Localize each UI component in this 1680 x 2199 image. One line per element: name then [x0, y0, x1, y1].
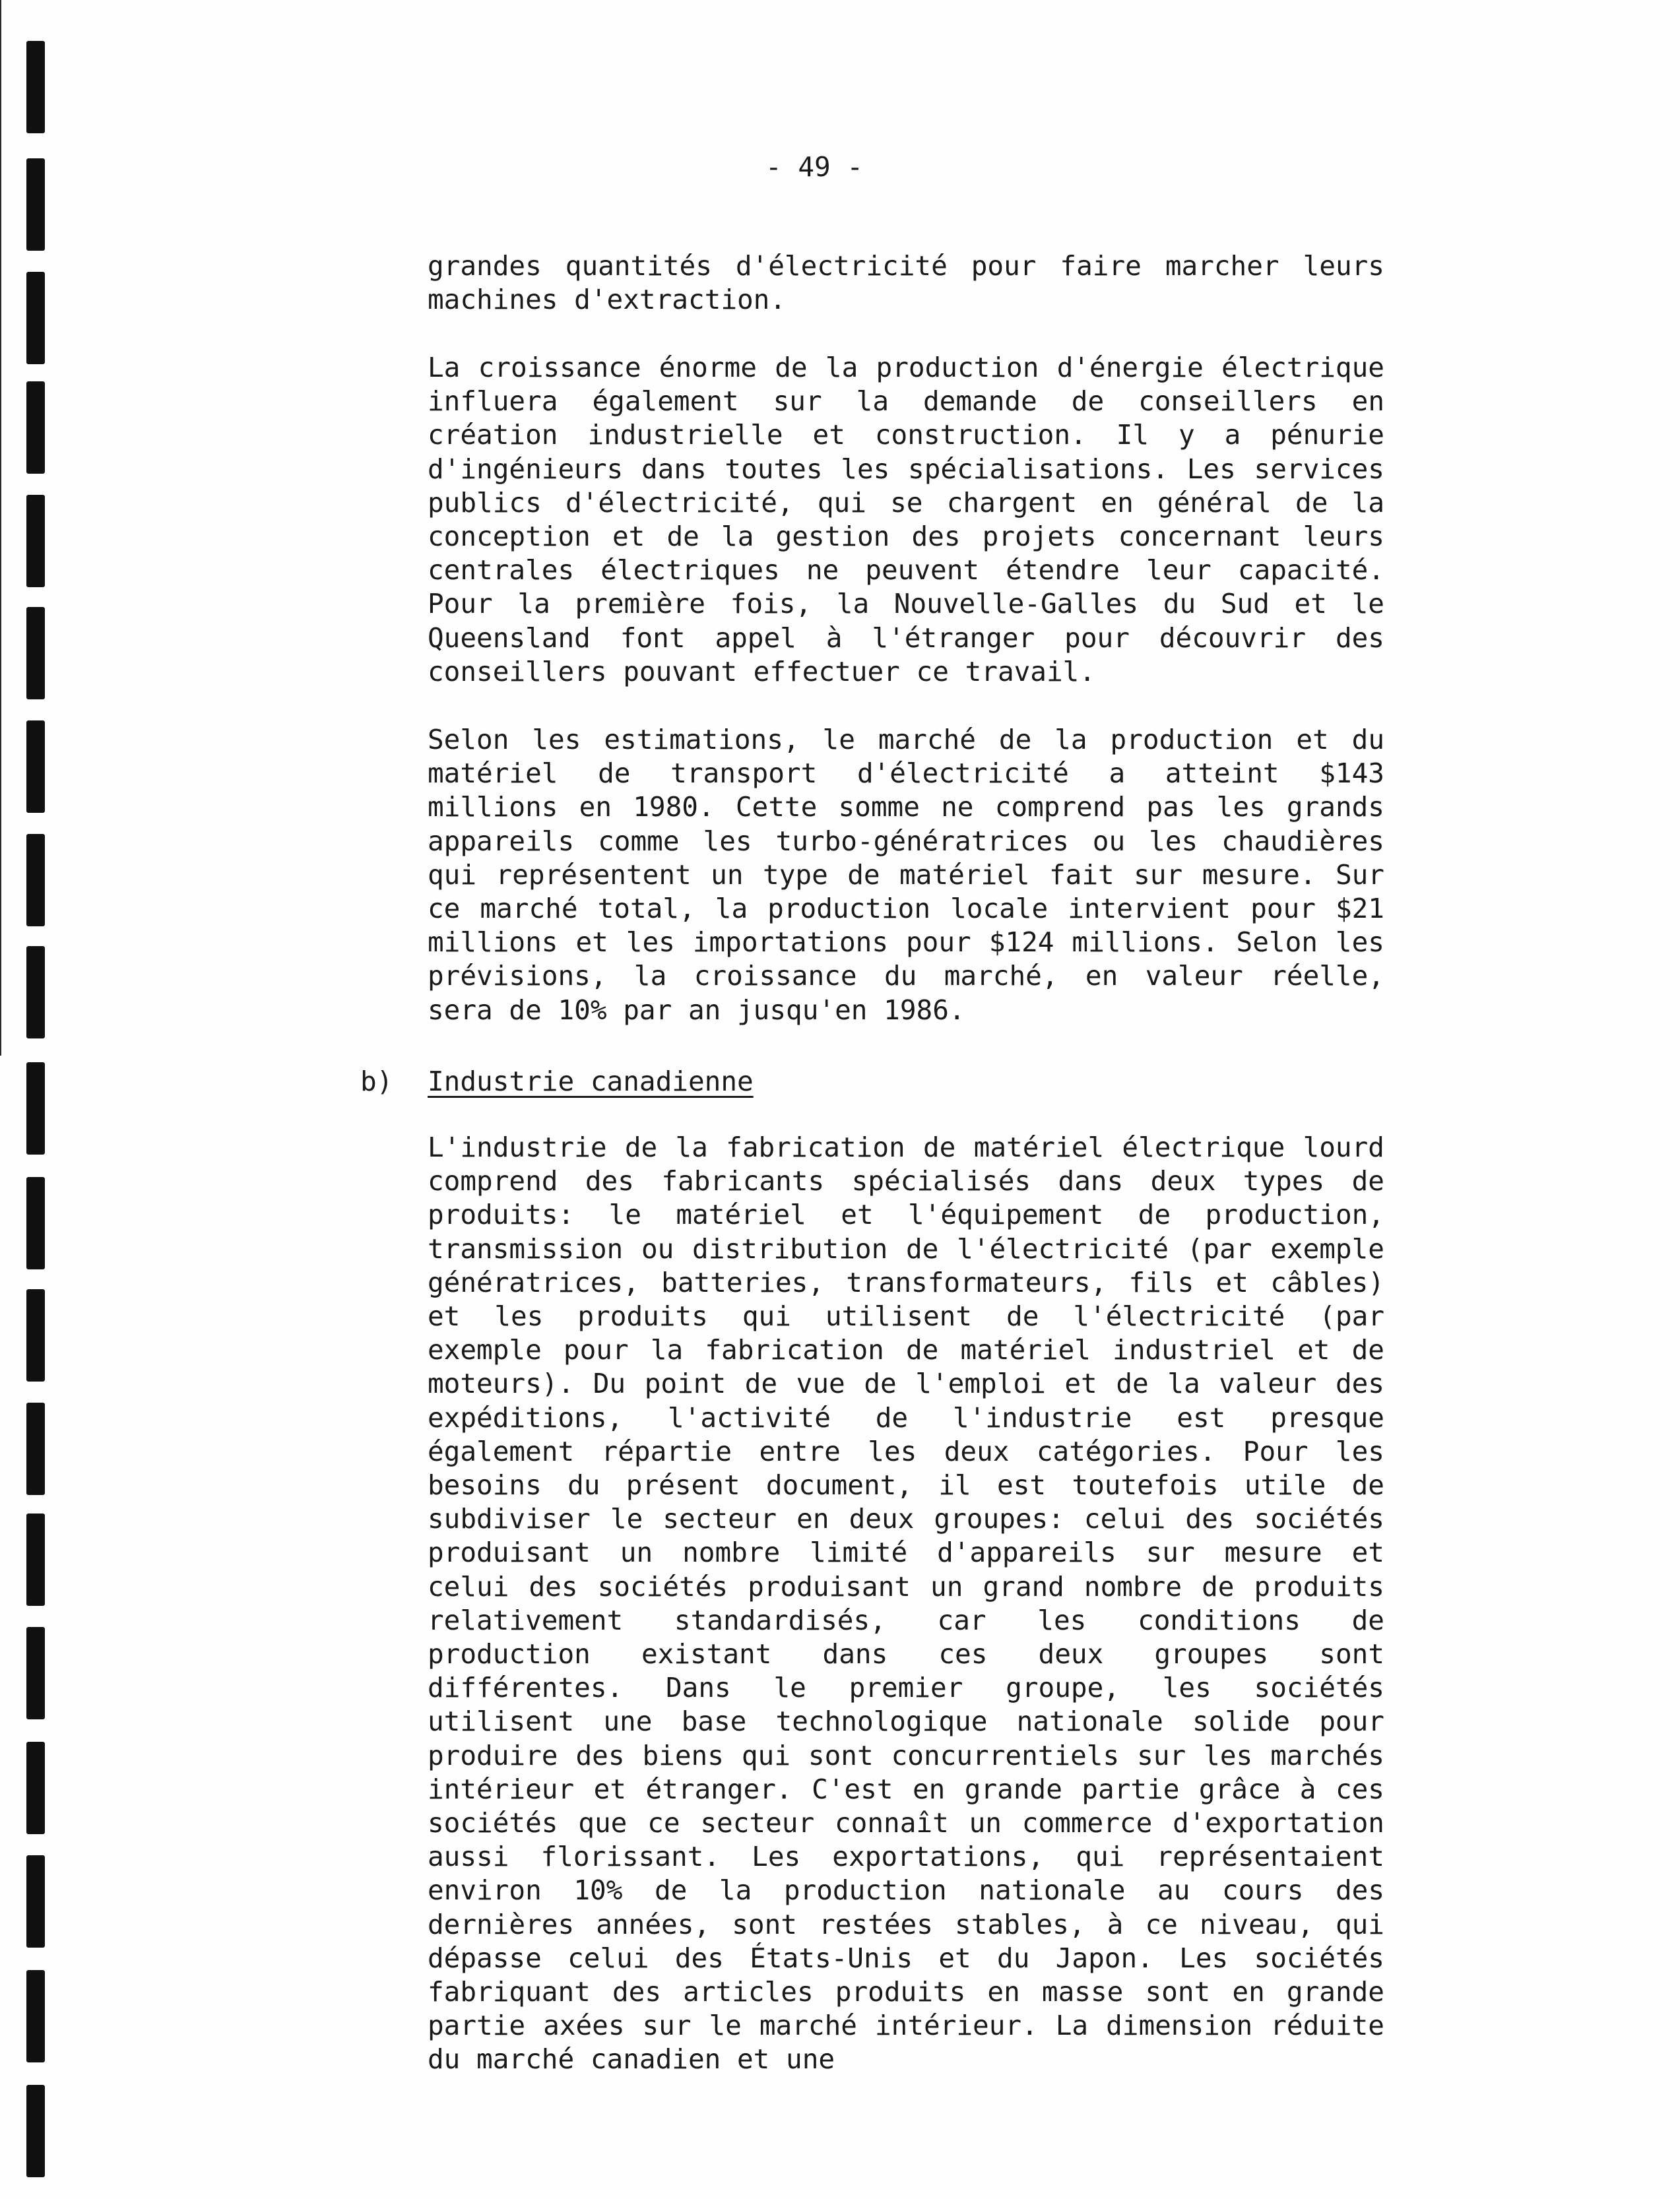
binder-hole-mark	[26, 1289, 45, 1382]
binder-hole-mark	[26, 1627, 45, 1719]
binder-hole-mark	[26, 720, 45, 813]
binder-hole-mark	[26, 41, 45, 133]
binder-hole-mark	[26, 1742, 45, 1834]
paragraph-consulting-demand: La croissance énorme de la production d'énergie électrique influera également sur la demande de conseillers en création industrielle et construction. Il y a pénurie d'ingénieurs dans toutes les spécialisations. Les services publics d'électricité, qui se chargent en général de la conception et de la gestion des projets concernant leurs centrales électriques ne peuvent étendre leur capacité. Pour la première fois, la Nouvelle-Galles du Sud et le Queensland font appel à l'étranger pour découvrir des conseillers pouvant effectuer ce travail.	[428, 352, 1384, 687]
binder-hole-mark	[26, 1855, 45, 1948]
binder-hole-mark	[26, 1177, 45, 1269]
binder-hole-mark	[26, 381, 45, 474]
binder-hole-mark	[26, 158, 45, 251]
paragraph-continuation: grandes quantités d'électricité pour faire marcher leurs machines d'extraction.	[428, 250, 1384, 316]
page-edge-line	[0, 0, 1, 1056]
paragraph-market-estimates: Selon les estimations, le marché de la production et du matériel de transport d'électricité a atteint $143 millions en 1980. Cette somme ne comprend pas les grands appareils comme les turbo-génératrices ou les chaudières qui représentent un type de matériel fait sur mesure. Sur ce marché total, la production locale intervient pour $21 millions et les importations pour $124 millions. Selon les prévisions, la croissance du marché, en valeur réelle, sera de 10% par an jusqu'en 1986.	[428, 724, 1384, 1026]
section-letter: b)	[360, 1066, 393, 1097]
binder-hole-mark	[26, 1062, 45, 1155]
binder-hole-mark	[26, 272, 45, 364]
page-number: - 49 -	[765, 151, 864, 183]
paragraph-canadian-industry: L'industrie de la fabrication de matériel électrique lourd comprend des fabricants spécialisés dans deux types de produits: le matériel et l'équipement de production, transmission ou distribution de l'électricité (par exemple génératrices, batteries, transformateurs, fils et câbles) et les produits qui utilisent de l'électricité (par exemple pour la fabrication de matériel industriel et de moteurs). Du point de vue de l'emploi et de la valeur des expéditions, l'activité de l'industrie est presque également répartie entre les deux catégories. Pour les besoins du présent document, il est toutefois utile de subdiviser le secteur en deux groupes: celui des sociétés produisant un nombre limité d'appareils sur mesure et celui des sociétés produisant un grand nombre de produits relativement standardisés, car les conditions de production existant dans ces deux groupes sont différentes. Dans le premier groupe, les sociétés utilisent une base technologique nationale solide pour produire des biens qui sont concurrentiels sur les marchés intérieur et étranger. C'est en grande partie grâce à ces sociétés que ce secteur connaît un commerce d'exportation aussi florissant. Les exportations, qui représentaient environ 10% de la production nationale au cours des dernières années, sont restées stables, à ce niveau, qui dépasse celui des États-Unis et du Japon. Les sociétés fabriquant des articles produits en masse sont en grande partie axées sur le marché intérieur. La dimension réduite du marché canadien et une	[428, 1131, 1384, 2076]
binder-hole-mark	[26, 834, 45, 926]
section-heading: Industrie canadienne	[428, 1066, 754, 1097]
binder-hole-mark	[26, 495, 45, 587]
binder-hole-mark	[26, 946, 45, 1038]
binder-hole-mark	[26, 607, 45, 699]
binder-hole-mark	[26, 1514, 45, 1606]
binder-hole-mark	[26, 1970, 45, 2062]
binder-hole-mark	[26, 1403, 45, 1495]
binder-hole-mark	[26, 2085, 45, 2177]
